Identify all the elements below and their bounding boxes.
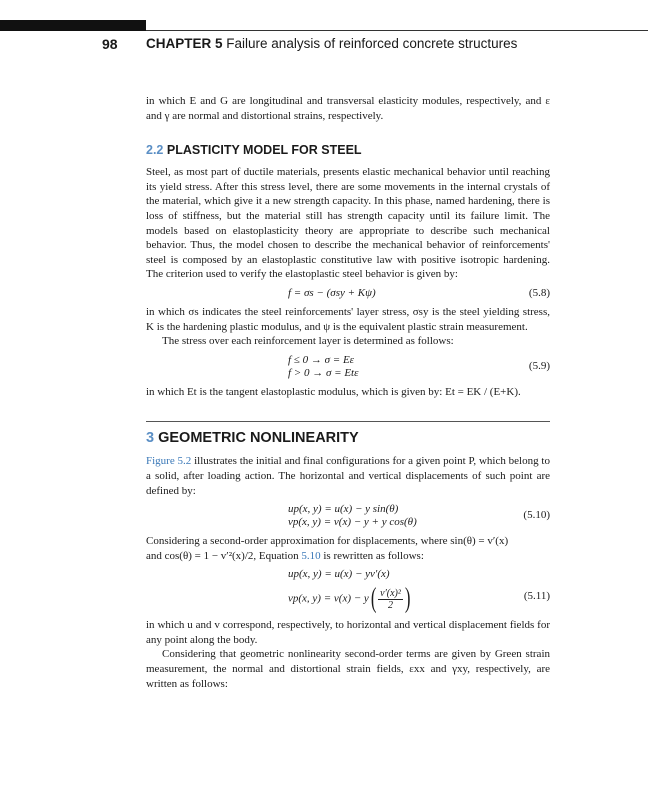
paragraph: in which σs indicates the steel reinforcements' layer stress, σsy is the steel yielding stress, K is the hardening plastic modulus, and ψ is the equivalent plastic strain measurement. — [146, 305, 550, 333]
section-number: 2.2 — [146, 143, 164, 158]
paragraph-text: is rewritten as follows: — [320, 549, 424, 562]
equation-number: (5.11) — [523, 590, 550, 603]
paragraph: The stress over each reinforcement layer is determined as follows: — [162, 335, 454, 348]
chapter-title: Failure analysis of reinforced concrete structures — [226, 36, 518, 51]
paragraph: Considering that geometric nonlinearity second-order terms are given by Green strain measurement, the normal and distortional strain fields, εxx and γxy, respectively, are written as follows: — [146, 648, 550, 690]
paragraph — [146, 454, 550, 498]
page-body — [146, 94, 550, 691]
equation-line: f = σs − (σsy + Kψ) — [288, 286, 376, 299]
equation-line: up(x, y) = u(x) − y sin(θ) — [288, 503, 399, 516]
equation-line: f ≤ 0 → σ = Eε — [288, 353, 354, 366]
equation-line: f > 0 → σ = Etε — [288, 366, 359, 379]
section-heading-2-2 — [146, 143, 550, 157]
equation-lhs: vp(x, y) = v(x) − y — [288, 592, 369, 605]
equation-line — [288, 585, 550, 613]
section-number: 3 — [146, 430, 155, 447]
equation-5-11 — [146, 568, 550, 613]
equation-fraction — [378, 588, 403, 611]
section-heading-3 — [146, 430, 550, 446]
header-rule — [146, 30, 648, 31]
equation-number: (5.9) — [528, 359, 550, 372]
paragraph-text: illustrates the initial and final configurations for a given point P, which belong to a solid, after loading action. The horizontal and vertical displacements of such point are defined by: — [146, 455, 550, 497]
page-number: 98 — [102, 36, 118, 52]
equation-link[interactable]: 5.10 — [301, 549, 321, 562]
equation-5-9 — [146, 354, 550, 380]
section-divider — [146, 421, 550, 422]
paragraph-text: and cos(θ) = 1 − v′²(x)/2, Equation — [146, 549, 302, 562]
running-head — [146, 36, 517, 51]
equation-line: up(x, y) = u(x) − yv′(x) — [288, 568, 390, 581]
figure-link[interactable]: Figure 5.2 — [146, 455, 192, 468]
paragraph: in which u and v correspond, respectively, to horizontal and vertical displacement fields for any point along the body. — [146, 619, 550, 646]
paragraph: Considering a second-order approximation for displacements, where sin(θ) = v′(x) — [146, 535, 509, 548]
paragraph: in which E and G are longitudinal and transversal elasticity modules, respectively, and ε and γ are normal and distortional strains, respectively. — [146, 95, 550, 122]
paragraph: in which Et is the tangent elastoplastic modulus, which is given by: Et = EK / (E+K). — [146, 385, 521, 398]
section-title: GEOMETRIC NONLINEARITY — [158, 430, 359, 447]
equation-line: vp(x, y) = v(x) − y + y cos(θ) — [288, 516, 417, 529]
equation-5-8 — [146, 287, 550, 300]
right-paren-glyph: ) — [404, 583, 411, 615]
chapter-label: CHAPTER 5 — [146, 36, 223, 51]
paragraph: Steel, as most part of ductile materials, presents elastic mechanical behavior until reaching its yield stress. After this stress level, there are some movements in the internal crystals of the material, which give it a new strength capacity. In this phase, named hardening, there is loss of stiffness, but the material still has strength capacity until its failure limit. The models based on elastoplasticity theory are appropriate to describe such mechanical behavior. Thus, the model chosen to describe the mechanical behavior of reinforcements' steel is composed by an elastoplastic constitutive law with positive isotropic hardening. The criterion used to verify the elastoplastic steel behavior is given by: — [146, 166, 550, 281]
paragraph — [146, 549, 550, 564]
equation-number: (5.8) — [528, 286, 550, 299]
fraction-numerator: v′(x)² — [380, 587, 401, 599]
equation-number: (5.10) — [523, 509, 550, 522]
header-bar — [0, 20, 146, 31]
left-paren-glyph: ( — [370, 583, 377, 615]
equation-5-10 — [146, 503, 550, 529]
section-title: PLASTICITY MODEL FOR STEEL — [166, 143, 362, 158]
fraction-denominator: 2 — [387, 599, 393, 611]
